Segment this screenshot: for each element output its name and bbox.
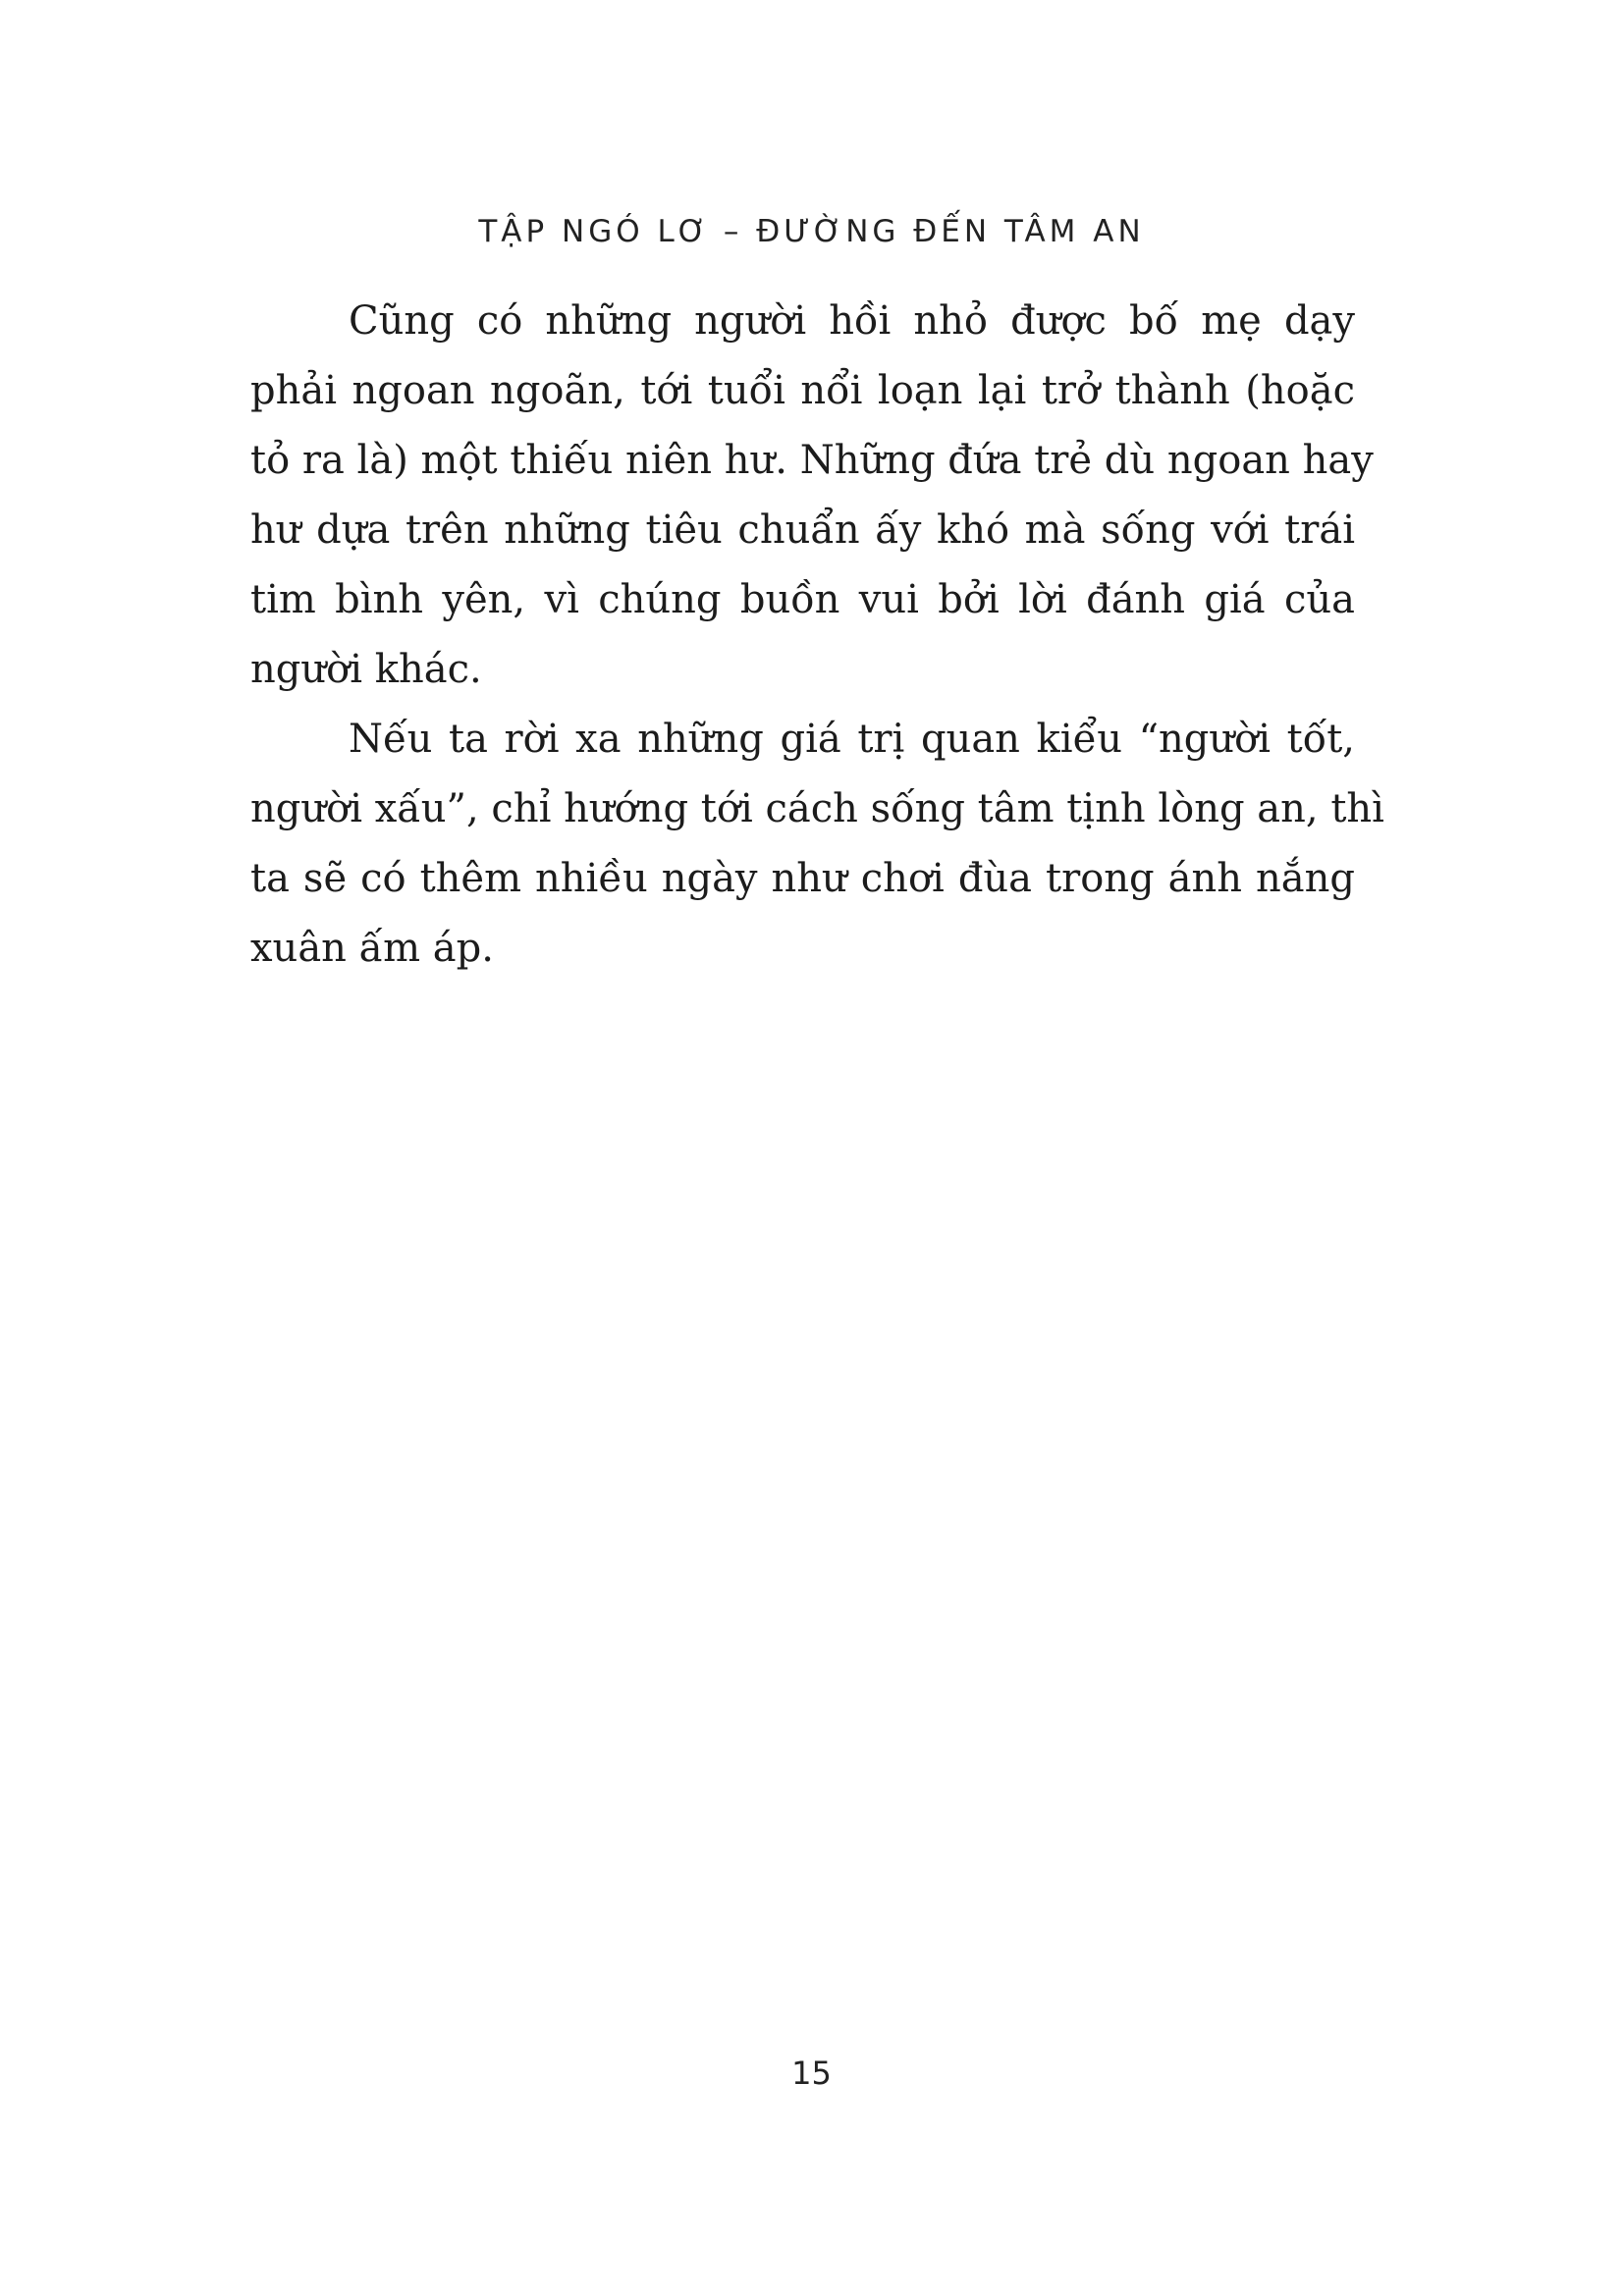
text-line: người xấu”, chỉ hướng tới cách sống tâm tịnh lòng an, thì (250, 786, 1384, 831)
text-line: phải ngoan ngoãn, tới tuổi nổi loạn lại trở thành (hoặc (250, 368, 1355, 413)
paragraph-1 (250, 287, 1374, 705)
text-line: ta sẽ có thêm nhiều ngày như chơi đùa trong ánh nắng (250, 856, 1355, 901)
text-line: xuân ấm áp. (250, 926, 494, 971)
text-line: tỏ ra là) một thiếu niên hư. Những đứa trẻ dù ngoan hay (250, 438, 1374, 483)
text-line: người khác. (250, 647, 482, 692)
paragraph-2 (250, 705, 1384, 984)
body-text (250, 287, 1384, 984)
page-number: 15 (791, 2055, 832, 2092)
text-line: Nếu ta rời xa những giá trị quan kiểu “người tốt, (349, 717, 1355, 762)
text-line: tim bình yên, vì chúng buồn vui bởi lời đánh giá của (250, 577, 1355, 622)
running-header: TẬP NGÓ LƠ – ĐƯỜNG ĐẾN TÂM AN (478, 214, 1145, 249)
text-line: hư dựa trên những tiêu chuẩn ấy khó mà sống với trái (250, 507, 1355, 553)
text-line: Cũng có những người hồi nhỏ được bố mẹ dạy (349, 298, 1355, 344)
